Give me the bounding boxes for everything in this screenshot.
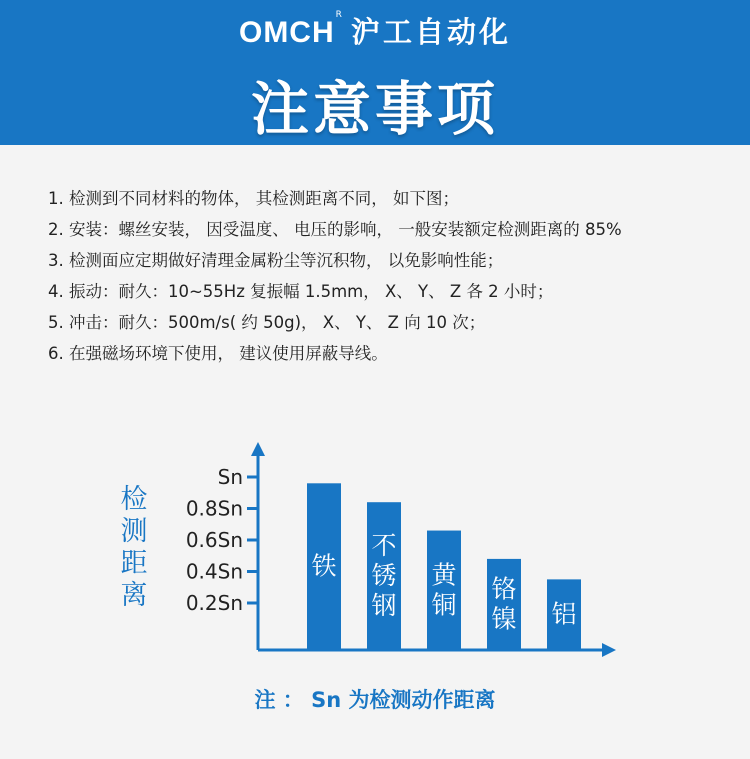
- bar-label-char: 铬: [491, 574, 517, 604]
- note-item: 5. 冲击：耐久：500m/s( 约 50g)， X、 Y、 Z 向 10 次；: [48, 313, 486, 332]
- bar-label-char: 铜: [431, 590, 457, 620]
- y-axis-label-char: 距: [120, 548, 148, 579]
- brand-name: 沪工自动化: [351, 15, 512, 49]
- bar-label-char: 镍: [491, 604, 517, 634]
- y-tick-label: 0.4Sn: [185, 559, 243, 584]
- note-item: 4. 振动：耐久：10~55Hz 复振幅 1.5mm， X、 Y、 Z 各 2 小时；: [48, 282, 554, 301]
- bar-label-char: 铝: [551, 599, 577, 629]
- note-item: 1. 检测到不同材料的物体， 其检测距离不同， 如下图；: [48, 189, 459, 208]
- page-title: 注意事项: [250, 75, 499, 143]
- bar-label-char: 锈: [371, 561, 397, 591]
- note-item: 6. 在强磁场环境下使用， 建议使用屏蔽导线。: [48, 344, 388, 363]
- chart-footnote: 注 ： Sn 为检测动作距离: [254, 688, 496, 712]
- y-tick-label: 0.2Sn: [185, 591, 243, 615]
- note-item: 3. 检测面应定期做好清理金属粉尘等沉积物， 以免影响性能；: [48, 251, 504, 270]
- y-axis-label-char: 测: [120, 516, 148, 547]
- registered-mark: R: [335, 10, 342, 20]
- bar-label-char: 钢: [371, 591, 397, 621]
- y-tick-label: 0.8Sn: [185, 496, 243, 521]
- y-tick-label: 0.6Sn: [185, 528, 243, 552]
- bar-label-char: 黄: [431, 560, 457, 590]
- y-axis-label-char: 检: [120, 484, 148, 515]
- brand-logo: OMCH: [238, 16, 335, 49]
- y-tick-label: Sn: [217, 465, 243, 489]
- bar-label-char: 铁: [311, 551, 337, 581]
- y-axis-label-char: 离: [120, 580, 148, 611]
- note-item: 2. 安装：螺丝安装， 因受温度、 电压的影响， 一般安装额定检测距离的 85%: [48, 220, 622, 239]
- x-axis-arrow: [602, 643, 616, 657]
- bar-label-char: 不: [371, 531, 397, 561]
- y-axis-arrow: [251, 442, 265, 456]
